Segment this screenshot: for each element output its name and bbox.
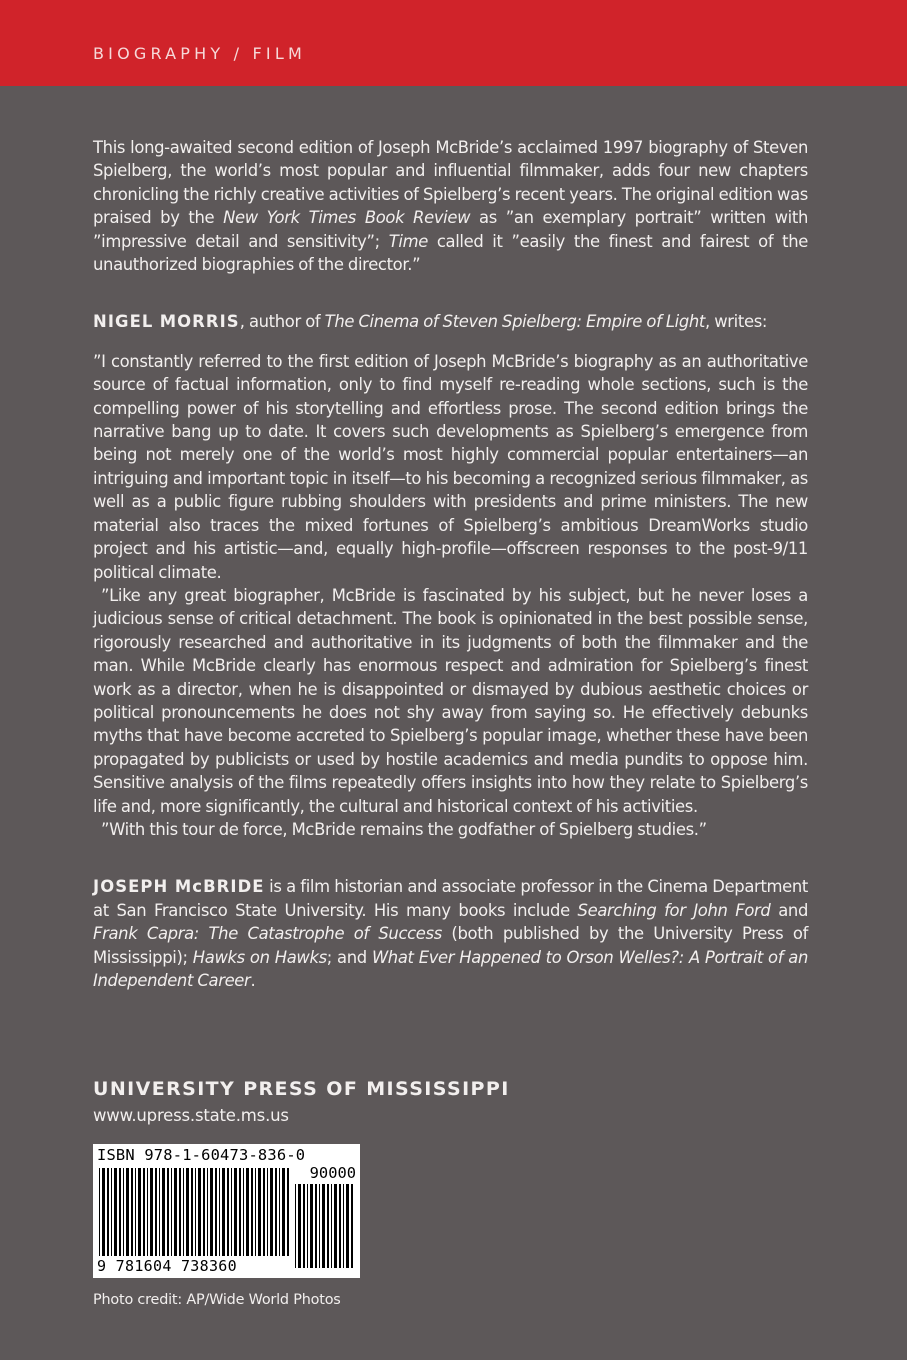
barcode-bar xyxy=(171,1168,172,1256)
attribution-text: , author of xyxy=(239,312,325,332)
back-cover-text xyxy=(93,136,808,992)
isbn-barcode xyxy=(93,1144,360,1278)
barcode-bar xyxy=(174,1168,177,1256)
barcode-bar xyxy=(203,1168,205,1256)
barcode-bar xyxy=(207,1168,208,1256)
category-band xyxy=(0,0,907,86)
blurb-text: called it ”easily the finest and fairest of the unauthorized biographies of the director.” xyxy=(93,231,808,275)
barcode-bar xyxy=(155,1168,157,1256)
barcode-bar xyxy=(267,1168,268,1256)
author-name: JOSEPH McBRIDE xyxy=(93,877,265,897)
blurb-text: as ”an exemplary portrait” written with ”impressive detail and sensitivity”; xyxy=(93,208,809,251)
bio-text: (both published by the University Press of Mississippi); xyxy=(93,924,808,967)
barcode-bar xyxy=(234,1168,237,1256)
barcode-bar xyxy=(135,1168,136,1256)
barcode-bar xyxy=(315,1184,317,1268)
barcode-bar xyxy=(111,1168,112,1256)
barcode-bar xyxy=(287,1168,289,1256)
barcode-bar xyxy=(339,1184,341,1268)
blurb-publication-title: Time xyxy=(388,231,428,251)
isbn-label: ISBN 978-1-60473-836-0 xyxy=(97,1146,306,1164)
barcode-bar xyxy=(210,1168,213,1256)
barcode-bar xyxy=(351,1184,353,1268)
barcode-bar xyxy=(195,1168,196,1256)
barcode-bar xyxy=(99,1168,100,1256)
publisher-url: www.upress.state.ms.us xyxy=(93,1106,289,1125)
blurb-text: This long-awaited second edition of Joseph McBride’s acclaimed 1997 biography of Steven Spielberg, the world’s most popular and influential filmmaker, adds four new chapters chronicling the richly creative activities of Spielberg’s recent years. The original edition was praised by the xyxy=(93,138,808,228)
barcode-bar xyxy=(246,1168,249,1256)
barcode-bar xyxy=(131,1168,133,1256)
barcode-bar xyxy=(119,1168,121,1256)
price-code: 90000 xyxy=(309,1164,356,1182)
photo-credit: Photo credit: AP/Wide World Photos xyxy=(93,1292,341,1308)
endorser-name: NIGEL MORRIS xyxy=(93,312,240,332)
endorsement-quote-3: ”With this tour de force, McBride remains the godfather of Spielberg studies.” xyxy=(101,819,707,839)
barcode-bar xyxy=(159,1168,160,1256)
publisher-name: UNIVERSITY PRESS OF MISSISSIPPI xyxy=(93,1078,510,1100)
category-label: BIOGRAPHY / FILM xyxy=(93,44,306,63)
bio-text: and xyxy=(770,900,809,920)
bio-book-title: What Ever Happened to Orson Welles?: A Portrait of an Independent Career xyxy=(93,947,808,990)
barcode-bar xyxy=(231,1168,232,1256)
bio-text: . xyxy=(250,971,256,990)
barcode-bar xyxy=(334,1184,337,1268)
barcode-bar xyxy=(295,1184,296,1268)
author-bio xyxy=(93,875,808,992)
barcode-bar xyxy=(123,1168,124,1256)
endorsement-attribution xyxy=(93,310,808,333)
barcode-bar xyxy=(227,1168,229,1256)
barcode-bar xyxy=(150,1168,153,1256)
barcode-bar xyxy=(346,1184,349,1268)
barcode-bar xyxy=(102,1168,105,1256)
attribution-text: , writes: xyxy=(705,312,768,332)
barcode-bar xyxy=(114,1168,117,1256)
barcode-bar xyxy=(303,1184,305,1268)
barcode-bar xyxy=(343,1184,344,1268)
barcode-bar xyxy=(239,1168,241,1256)
endorsement-quote-1: ”I constantly referred to the first edition of Joseph McBride’s biography as an authoritative source of factual information, only to find myself re-reading whole sections, such is the compelling power of his storytelling and effortless prose. The second edition brings the narrative bang up to date. It covers such developments as Spielberg’s emergence from being not merely one of the world’s most highly commercial popular entertainers—an intriguing and important topic in itself—to his becoming a recognized serious filmmaker, as well as a public figure rubbing shoulders with presidents and prime ministers. The new material also traces the mixed fortunes of Spielberg’s ambitious DreamWorks studio project and his artistic—and, equally high-profile—offscreen responses to the post-9/11 political climate. xyxy=(93,351,808,582)
barcode-bar xyxy=(298,1184,301,1268)
barcode-bar xyxy=(126,1168,129,1256)
barcode-bar xyxy=(279,1168,280,1256)
endorser-book-title: The Cinema of Steven Spielberg: Empire of Light xyxy=(324,312,706,332)
barcode-bar xyxy=(243,1168,244,1256)
barcode-bar xyxy=(186,1168,189,1256)
bio-book-title: Hawks on Hawks xyxy=(192,947,327,967)
bio-book-title: Frank Capra: The Catastrophe of Success xyxy=(93,924,442,944)
blurb-publication-title: New York Times Book Review xyxy=(223,208,471,228)
bio-book-title: Searching for John Ford xyxy=(577,900,771,920)
barcode-bar xyxy=(191,1168,193,1256)
barcode-bar xyxy=(107,1168,109,1256)
barcode-bar xyxy=(327,1184,329,1268)
barcode-bar xyxy=(255,1168,256,1256)
endorsement-quote-2: ”Like any great biographer, McBride is fascinated by his subject, but he never loses a judicious sense of critical detachment. The book is opinionated in the best possible sense, rigorously researched and authoritative in its judgments of both the filmmaker and the man. While McBride clearly has enormous respect and admiration for Spielberg’s finest work as a director, when he is disappointed or dismayed by dubious aesthetic choices or political pronouncements he does not shy away from saying so. He effectively debunks myths that have become accreted to Spielberg’s popular image, whether these have been propagated by publicists or used by hostile academics and media pundits to oppose him. Sensitive analysis of the films repeatedly offers insights into how they relate to Spielberg’s life and, more significantly, the cultural and historical context of his activities. xyxy=(93,585,808,816)
barcode-bar xyxy=(162,1168,165,1256)
blurb-paragraph xyxy=(93,136,808,276)
barcode-bar xyxy=(275,1168,277,1256)
barcode-bar xyxy=(319,1184,320,1268)
barcode-bar xyxy=(307,1184,308,1268)
barcode-bar xyxy=(310,1184,313,1268)
barcode-bar xyxy=(251,1168,253,1256)
barcode-bar xyxy=(167,1168,169,1256)
barcode-bar xyxy=(179,1168,181,1256)
barcode-bar xyxy=(215,1168,217,1256)
barcode-bar xyxy=(331,1184,332,1268)
barcode-bar xyxy=(138,1168,141,1256)
barcode-bar xyxy=(222,1168,225,1256)
barcode-bar xyxy=(270,1168,273,1256)
barcode-bar xyxy=(263,1168,265,1256)
barcode-digits: 9 781604 738360 xyxy=(97,1257,237,1275)
barcode-bar xyxy=(322,1184,325,1268)
bio-text: ; and xyxy=(326,947,372,967)
barcode-bar xyxy=(282,1168,285,1256)
barcode-bar xyxy=(198,1168,201,1256)
barcode-bar xyxy=(258,1168,261,1256)
barcode-bar xyxy=(219,1168,220,1256)
barcode-bar xyxy=(183,1168,184,1256)
barcode-bar xyxy=(143,1168,145,1256)
barcode-bar xyxy=(147,1168,148,1256)
bio-text: is a film historian and associate professor in the Cinema Department at San Francisco State University. His many books include xyxy=(93,877,808,920)
